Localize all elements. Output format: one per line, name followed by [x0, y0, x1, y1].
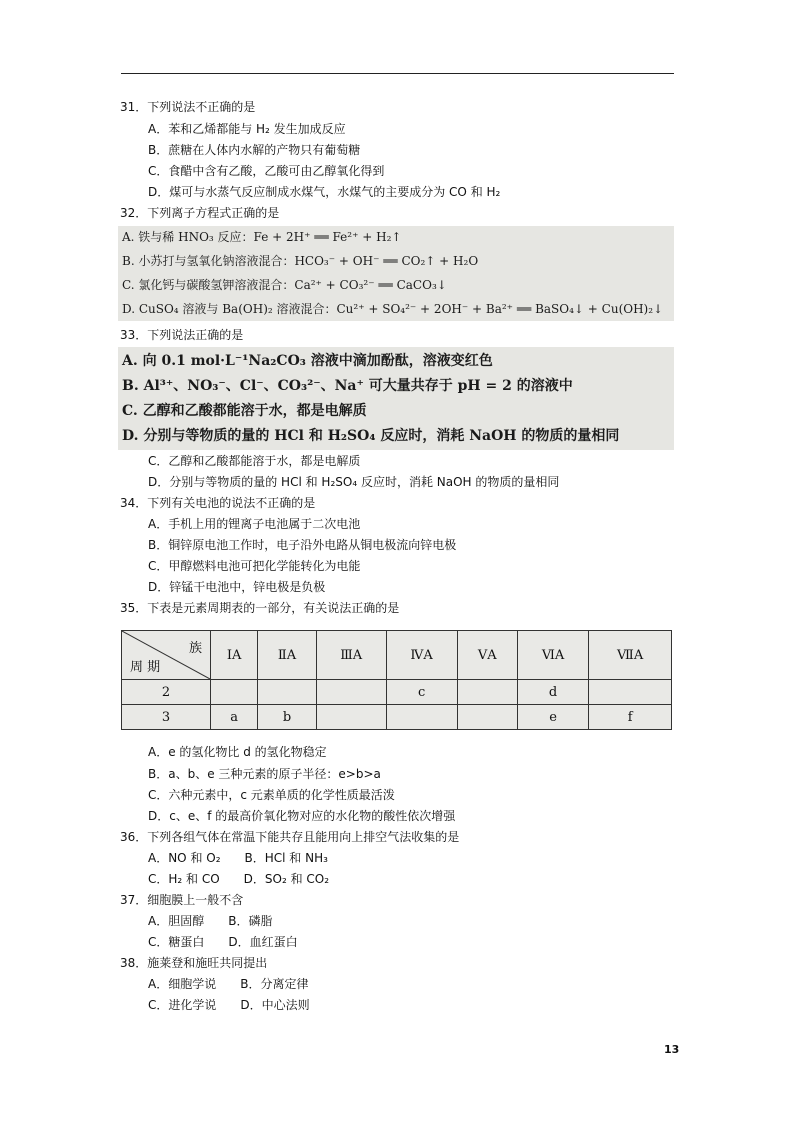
element-cell: [457, 680, 517, 705]
table-row: [122, 705, 672, 730]
period-cell: 3: [122, 705, 211, 730]
table-row: [122, 680, 672, 705]
element-cell: [316, 680, 386, 705]
q31-option-b: B．蔗糖在人体内水解的产物只有葡萄糖: [148, 143, 361, 157]
page-number: 13: [664, 1043, 680, 1056]
q36-options-cd: C．H₂ 和 CO D．SO₂ 和 CO₂: [148, 872, 330, 886]
q35-option-c: C．六种元素中，c 元素单质的化学性质最活泼: [148, 788, 395, 802]
element-cell: [211, 680, 258, 705]
q36-options-ab: A．NO 和 O₂ B．HCl 和 NH₃: [148, 851, 328, 865]
period-cell: 2: [122, 680, 211, 705]
group-header: ⅠA: [211, 631, 258, 680]
table-header-row: [122, 631, 672, 680]
group-header: ⅥA: [517, 631, 588, 680]
q32-option-d: D. CuSO₄ 溶液与 Ba(OH)₂ 溶液混合：Cu²⁺ + SO₄²⁻ + 2OH⁻ + Ba²⁺ ══ BaSO₄↓ + Cu(OH)₂↓: [122, 302, 664, 316]
q32-option-c: C. 氯化钙与碳酸氢钾溶液混合：Ca²⁺ + CO₃²⁻ ══ CaCO₃↓: [122, 278, 447, 292]
group-header: ⅡA: [258, 631, 317, 680]
q34-option-b: B．铜锌原电池工作时，电子沿外电路从铜电极流向锌电极: [148, 538, 457, 552]
element-cell: d: [517, 680, 588, 705]
element-cell: [386, 705, 457, 730]
question-33-stem: 33．下列说法正确的是: [120, 328, 244, 342]
q33-scan-option-c: C. 乙醇和乙酸都能溶于水，都是电解质: [122, 403, 367, 419]
q35-option-b: B．a、b、e 三种元素的原子半径：e>b>a: [148, 767, 381, 781]
element-cell: b: [258, 705, 317, 730]
q37-options-cd: C．糖蛋白 D．血红蛋白: [148, 935, 298, 949]
q33-scan-option-b: B. Al³⁺、NO₃⁻、Cl⁻、CO₃²⁻、Na⁺ 可大量共存于 pH = 2 的溶液中: [122, 378, 573, 394]
element-cell: e: [517, 705, 588, 730]
group-header: ⅣA: [386, 631, 457, 680]
group-header: ⅦA: [589, 631, 672, 680]
q35-option-a: A．e 的氢化物比 d 的氢化物稳定: [148, 745, 327, 759]
q33-option-c: C．乙醇和乙酸都能溶于水，都是电解质: [148, 454, 361, 468]
question-37-stem: 37．细胞膜上一般不含: [120, 893, 244, 907]
corner-period-label: 周 期: [130, 660, 161, 675]
element-cell: [589, 680, 672, 705]
group-header: ⅢA: [316, 631, 386, 680]
element-cell: c: [386, 680, 457, 705]
q33-option-d: D．分别与等物质的量的 HCl 和 H₂SO₄ 反应时，消耗 NaOH 的物质的量相同: [148, 475, 560, 489]
periodic-table-excerpt: [121, 630, 672, 730]
header-rule: [121, 73, 674, 74]
question-31-stem: 31．下列说法不正确的是: [120, 100, 256, 114]
q31-option-d: D．煤可与水蒸气反应制成水煤气，水煤气的主要成分为 CO 和 H₂: [148, 185, 501, 199]
q38-options-ab: A．细胞学说 B．分离定律: [148, 977, 309, 991]
q34-option-c: C．甲醇燃料电池可把化学能转化为电能: [148, 559, 361, 573]
element-cell: [258, 680, 317, 705]
q33-scanned-options: [118, 347, 674, 450]
q32-option-b: B. 小苏打与氢氧化钠溶液混合：HCO₃⁻ + OH⁻ ══ CO₂↑ + H₂O: [122, 254, 479, 268]
element-cell: a: [211, 705, 258, 730]
question-36-stem: 36．下列各组气体在常温下能共存且能用向上排空气法收集的是: [120, 830, 460, 844]
question-35-stem: 35．下表是元素周期表的一部分，有关说法正确的是: [120, 601, 400, 615]
element-cell: [316, 705, 386, 730]
q31-option-a: A．苯和乙烯都能与 H₂ 发生加成反应: [148, 122, 346, 136]
q32-scanned-options: [118, 226, 674, 321]
question-32-stem: 32．下列离子方程式正确的是: [120, 206, 280, 220]
element-cell: [457, 705, 517, 730]
q32-option-a: A. 铁与稀 HNO₃ 反应：Fe + 2H⁺ ══ Fe²⁺ + H₂↑: [122, 230, 402, 244]
question-38-stem: 38．施莱登和施旺共同提出: [120, 956, 268, 970]
q33-scan-option-d: D. 分别与等物质的量的 HCl 和 H₂SO₄ 反应时，消耗 NaOH 的物质的量相同: [122, 428, 620, 444]
q33-scan-option-a: A. 向 0.1 mol·L⁻¹Na₂CO₃ 溶液中滴加酚酞，溶液变红色: [122, 353, 493, 369]
corner-group-label: 族: [188, 641, 202, 656]
q34-option-d: D．锌锰干电池中，锌电极是负极: [148, 580, 326, 594]
element-cell: f: [589, 705, 672, 730]
q35-option-d: D．c、e、f 的最高价氧化物对应的水化物的酸性依次增强: [148, 809, 456, 823]
group-header: ⅤA: [457, 631, 517, 680]
table-corner-cell: [122, 631, 211, 680]
q31-option-c: C．食醋中含有乙酸，乙酸可由乙醇氧化得到: [148, 164, 385, 178]
q38-options-cd: C．进化学说 D．中心法则: [148, 998, 310, 1012]
question-34-stem: 34．下列有关电池的说法不正确的是: [120, 496, 316, 510]
q37-options-ab: A．胆固醇 B．磷脂: [148, 914, 273, 928]
q34-option-a: A．手机上用的锂离子电池属于二次电池: [148, 517, 361, 531]
